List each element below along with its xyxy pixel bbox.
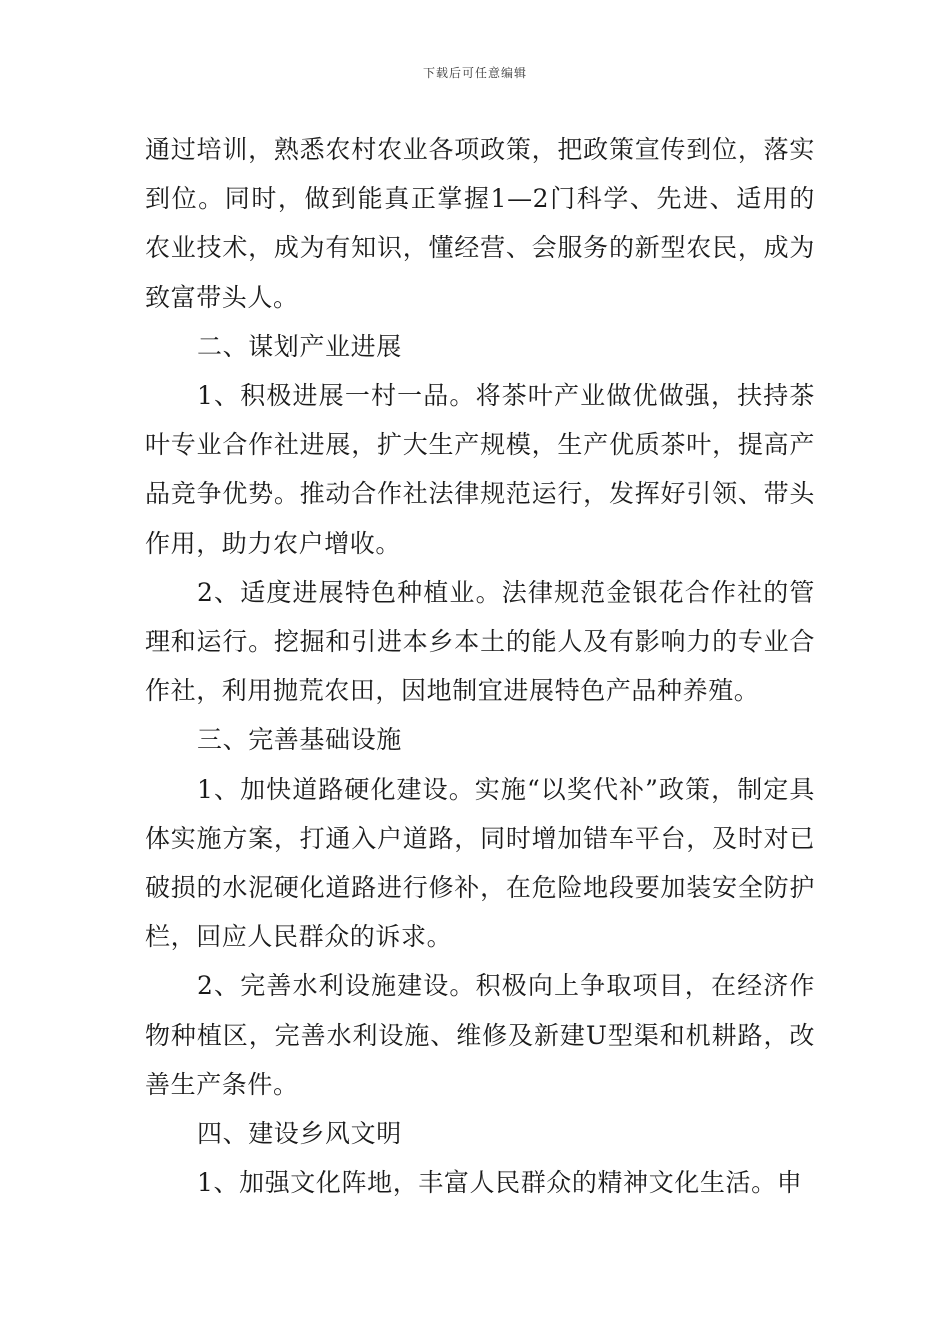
paragraph-specialty-planting: 2、适度进展特色种植业。法律规范金银花合作社的管理和运行。挖掘和引进本乡本土的能人及有影响力的专业合作社，利用抛荒农田，因地制宜进展特色产品种养殖。 — [145, 577, 815, 706]
section-heading-civilization: 四、建设乡风文明 — [197, 1119, 402, 1149]
paragraph-cultural-venues: 1、加强文化阵地，丰富人民群众的精神文化生活。申 — [197, 1168, 803, 1198]
paragraph-road-construction: 1、加快道路硬化建设。实施“以奖代补”政策，制定具体实施方案，打通入户道路，同时增加错车平台，及时对已破损的水泥硬化道路进行修补，在危险地段要加装安全防护栏，回应人民群众的诉求。 — [145, 774, 815, 952]
paragraph-water-facilities: 2、完善水利设施建设。积极向上争取项目，在经济作物种植区，完善水利设施、维修及新建U型渠和机耕路，改善生产条件。 — [145, 971, 815, 1099]
paragraph-training: 通过培训，熟悉农村农业各项政策，把政策宣传到位，落实到位。同时，做到能真正掌握1—2门科学、先进、适用的农业技术，成为有知识，懂经营、会服务的新型农民，成为致富带头人。 — [145, 135, 815, 312]
section-heading-infrastructure: 三、完善基础设施 — [197, 725, 402, 755]
paragraph-one-village-one-product: 1、积极进展一村一品。将茶叶产业做优做强，扶持茶叶专业合作社进展，扩大生产规模，生产优质茶叶，提高产品竞争优势。推动合作社法律规范运行，发挥好引领、带头作用，助力农户增收。 — [145, 381, 815, 558]
section-heading-industry: 二、谋划产业进展 — [197, 331, 402, 361]
page-header-note: 下载后可任意编辑 — [422, 66, 527, 80]
document-body — [145, 125, 815, 1207]
